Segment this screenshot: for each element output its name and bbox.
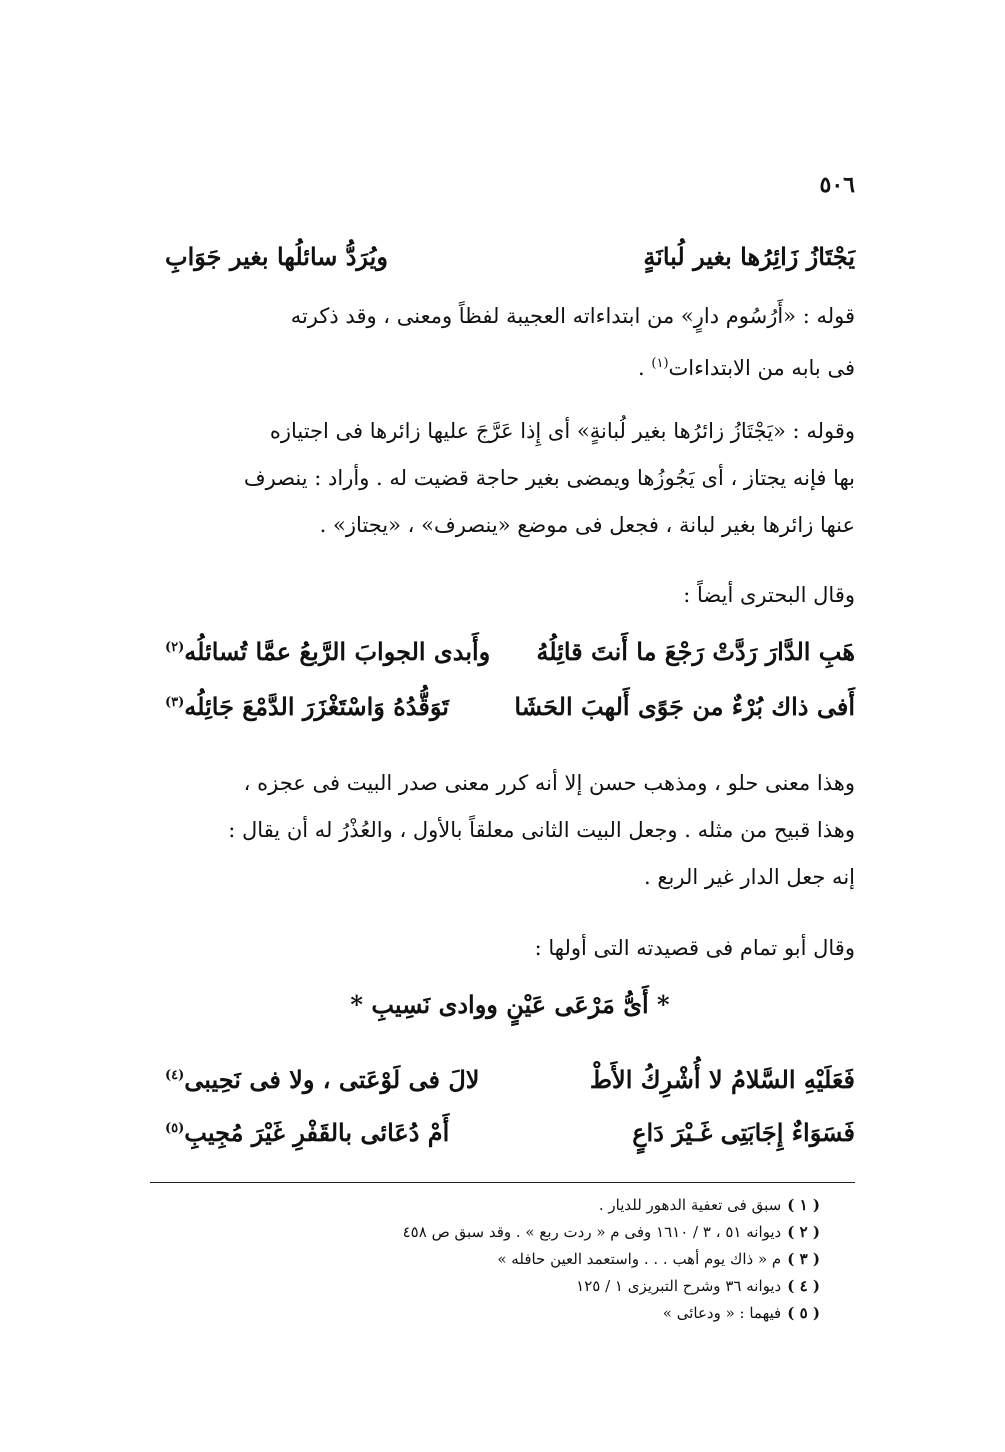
page-number: ٥٠٦ [819,172,855,198]
paragraph-5-line-1: وقال أبو تمام فى قصيدته التى أولها : [534,936,855,960]
paragraph-4-line-1: وهذا معنى حلو ، ومذهب حسن إلا أنه كرر معنى صدر البيت فى عجزه ، [243,771,855,795]
verse-line-6 [165,1111,855,1153]
paragraph-4 [165,760,855,901]
verse-line-1 [165,235,855,277]
footnote-divider [150,1182,855,1183]
footnote-ref-5: (٥) [165,1120,185,1136]
verse-5-second-text: لالَ فى لَوْعَتى ، ولا فى نَحِيبى [184,1064,480,1094]
footnote-text: فيهما : « ودعائى » [662,1304,782,1322]
footnote-text: سبق فى تعفية الدهور للديار . [598,1196,782,1214]
verse-3-first-hemistich: أَفى ذاك بُرْءٌ من جَوًى أَلهبَ الحَشَا [514,691,855,721]
paragraph-2-line-3: عنها زائرها بغير لبانة ، فجعل فى موضع «ينصرف» ، «يجتاز» . [319,513,855,537]
paragraph-5 [165,925,855,972]
verse-2-second-text: وأَبدى الجوابَ الرَّبعُ عمَّا تُسائلُه [184,636,491,666]
verse-2-second-hemistich [165,637,490,666]
footnote-ref-4: (٤) [165,1067,185,1083]
paragraph-2 [165,408,855,549]
paragraph-1-line-2-text: فى بابه من الابتداءات [668,356,855,380]
footnote-text: ديوانه ٥١ ، ٣ / ١٦١٠ وفى م « ردت ربع » . وقد سبق ص ٤٥٨ [402,1223,782,1241]
paragraph-3-line-1: وقال البحترى أيضاً : [683,583,855,607]
paragraph-4-line-3: إنه جعل الدار غير الربع . [644,865,855,889]
footnote-number: ( ٣ ) [787,1250,820,1268]
verse-1-first-hemistich: يَجْتَازُ زَائِرُها بغير لُبانَةٍ [643,241,855,271]
footnote-3 [160,1246,820,1273]
paragraph-4-line-2: وهذا قبيح من مثله . وجعل البيت الثانى معلقاً بالأول ، والعُذْرُ له أن يقال : [228,818,855,842]
verse-line-4: * أَىُّ مَرْعَى عَيْنٍ ووادى نَسِيبِ * [350,990,670,1019]
verse-2-first-hemistich: هَبِ الدَّارَ رَدَّتْ رَجْعَ ما أَنتَ قائِلُهُ [536,636,855,666]
footnote-5 [160,1300,820,1327]
footnote-text: ديوانه ٣٦ وشرح التبريزى ١ / ١٢٥ [576,1277,782,1295]
footnote-4 [160,1273,820,1300]
paragraph-1-line-2-end: . [638,356,652,380]
verse-6-first-hemistich: فَسَوَاءٌ إِجَابَتِى غَـيْرَ دَاعٍ [632,1117,855,1147]
verse-6-second-text: أَمْ دُعَائى بالقَفْرِ غَيْرَ مُجِيبِ [184,1117,450,1147]
footnote-number: ( ٥ ) [787,1304,820,1322]
paragraph-2-line-2: بها فإنه يجتاز ، أى يَجُوزُها ويمضى بغير حاجة قضيت له . وأراد : ينصرف [243,466,855,490]
verse-line-2 [165,630,855,672]
footnotes [160,1192,820,1327]
verse-line-3 [165,685,855,727]
verse-5-second-hemistich [165,1065,479,1094]
footnote-ref-3: (٣) [165,694,185,710]
paragraph-2-line-1: وقوله : «يَجْتَازُ زائرُها بغير لُبانةٍ» أى إِذا عَرَّجَ عليها زائرها فى اجتيازه [269,419,855,443]
verse-5-first-hemistich: فَعَلَيْهِ السَّلامُ لا أُشْرِكُ الأَطْ [589,1064,855,1094]
paragraph-1 [165,293,855,392]
verse-3-second-hemistich [165,692,449,721]
verse-3-second-text: تَوَقُّدُهُ وَاسْتَغْزَرَ الدَّمْعَ جَائِلُه [184,691,449,721]
footnote-2 [160,1219,820,1246]
verse-line-5 [165,1058,855,1100]
footnote-ref-1: (١) [651,356,669,371]
verse-1-second-hemistich: ويُرَدُّ سائلُها بغير جَوَابِ [165,241,388,271]
footnote-ref-2: (٢) [165,639,185,655]
footnote-text: م « ذاك يوم أهب . . . واستعمد العين حافله » [497,1250,782,1268]
paragraph-1-line-1: قوله : «أَرُسُوم دارٍ» من ابتداءاته العجيبة لفظاً ومعنى ، وقد ذكرته [290,304,855,328]
verse-6-second-hemistich [165,1118,449,1147]
paragraph-3 [165,572,855,619]
footnote-number: ( ١ ) [787,1196,820,1214]
paragraph-1-line-2 [165,340,855,392]
footnote-number: ( ٢ ) [787,1223,820,1241]
footnote-number: ( ٤ ) [787,1277,820,1295]
footnote-1 [160,1192,820,1219]
